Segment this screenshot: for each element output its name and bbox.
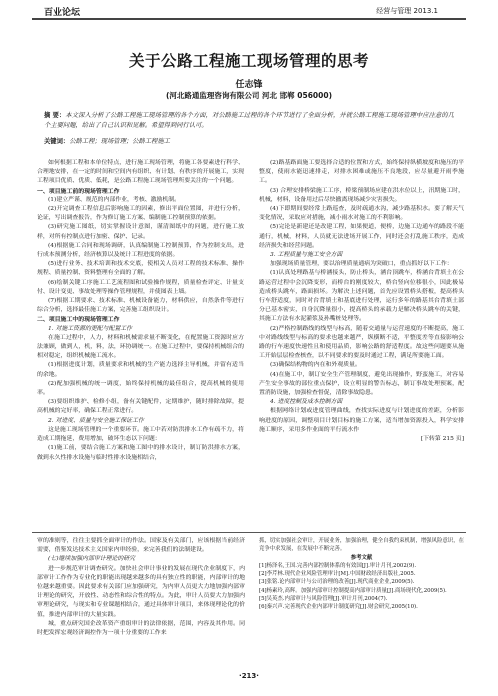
paragraph: (3)研究施工图纸，切实掌握设计意图，谨清图纸中的问题，进行施工放样，对所有控制点进行加密、保护、记录。: [37, 224, 244, 240]
paragraph: (3)要组织维护、检修小组，备有关键配件，定期维护，随时排除故障，提高机械的完好率，确保工程正常进行。: [37, 399, 244, 415]
section-heading: (七)继续加强内部审计理论的研究: [48, 556, 136, 563]
paragraph: (1)建立严谨、规范的内部作业，考核、激励机制。: [48, 196, 181, 203]
paragraph: (2)路基路面施工要选择合适的位置和方式，始终保持纵横坡度和施压的平整度，使雨水能迅速排走，对排水困难或施压不良地段，应尽量避开雨季施工。: [259, 160, 464, 185]
issue-info: 经营与管理 2013.1: [376, 7, 438, 15]
paragraph: [6]秦兴声.完善现代企业内部审计制度研究[J].财会研究,2005(10).: [259, 604, 418, 611]
prev-article-column-left: [37, 537, 245, 667]
keywords: [44, 136, 454, 145]
paragraph: 抓，切实加强社会审计，开展业务，加强治理，健全自我约束机制，增强风险意识，在竞争中求发展，在发展中不断完善。: [259, 538, 464, 553]
article-title: 关于公路工程施工现场管理的思考: [128, 51, 369, 70]
author-affiliation: (河北路通监理咨询有限公司 河北 邯郸 056000): [166, 91, 332, 100]
paragraph: 如何根据工程和本单位特点，进行施工现场管理，将施工各要素进行科学、合理地安排，在一定的时间和空间内有组织、有计划、有秩序的开展施工，实现工程项目优质、优质、低耗，是公路工程施工现场管理所要关注的一个问题。: [37, 160, 244, 185]
paragraph: (2)开完调查工程信息后影响施工的因素，修出平面位置图，并进行分析，论证，写出调查报告，作为修订施工方案、编制施工控制预算的依据。: [37, 206, 244, 222]
section-heading: 4. 进度控制及成本控制方面: [270, 399, 343, 406]
header-rule: [32, 18, 466, 20]
paragraph: [3]张铭.论内部审计与公司治理的改善[J].现代商业企业,2009(5).: [259, 579, 415, 586]
section-heading: 1. 对施工资源的更配与配置工作: [48, 325, 133, 332]
paragraph: (4)根据施工合同和现场调研，认真编制施工控制预算，作为控制支出，进行成本预测分析，经济核算以及统计工程进度的依据。: [37, 242, 244, 259]
paragraph: [下转第 215 页]: [420, 436, 464, 443]
body-column-left: [37, 159, 244, 531]
references-heading: 参考文献: [350, 554, 373, 561]
paragraph: (4)在施工中，制订安全生产管理制度，避免出现操作，野蛮施工，对容易产生安全事故的部位重点保护，设立明显的警告标志，制订事故处理预案，配置消防设施，加强检查督促，清除事故隐患。: [259, 371, 464, 397]
paragraph: [5]吴英杰.内部审计与风险管理[J].审计月刊,2004(7).: [259, 596, 388, 603]
journal-name: 百业论坛: [44, 8, 81, 18]
section-divider: [32, 532, 466, 533]
paragraph: (5)完论是新建还是改建工程，如果便道，便桥，边施工边通车的路段不能通行，机械，材料，人员就无法进场开展工作，同时还会打乱施工秩序，造成经济损失和经营问题。: [259, 224, 464, 249]
paragraph: 审的准则等，往往主要抓全面审计的作法。国家及有关部门，应该根据当前经济需要，借鉴发达技术主义国家内审经验，来完善我们的法制建设。: [37, 538, 245, 554]
keywords-label: 关键词：: [44, 138, 70, 145]
paragraph: (4)下即期间要经常上路巡查，及时疏通水沟，减少路基积水。要了解天气变化情况，采取应对措施，减小雨水对施工的不利影响。: [259, 206, 464, 222]
paragraph: (6)绘制关键工序施工工艺流程图和试验操作规程，质量检查评定、计量支付、设计变更、事故处理等操作管理规程，并使图表上墙。: [37, 279, 244, 295]
paragraph: (3) 合理安排桥梁施工工序，桥梁预制场应建在洪水位以上，汛期施工时，机械，材料，设备用过后尽快撤离现场减少灾害损失。: [259, 187, 464, 203]
paragraph: (1)认真处理路基与桥涵接头，防止桥头，涵台顶跳车，桥涵台背填土在公路运营过程中会沉降变形，而桥台的刚度较大，桥台竖向位移很小，因此极易造成桥头跳车，路面损坏。为解决上述问题，首先应设置桥头搭板，提高桥头行车舒适度，同时对台背填土和基底进行处理，运行多年的路基其台背填土部分已基本密实，自身沉降量很小，提高桥头的承载力是解决桥头跳车的关键，其施工方法有水泥灌浆及孙嘴桩处理等。: [259, 270, 464, 323]
abstract-text: 本文深入分析了公路工程施工现场管理的各个方面，对公路施工过程的各个环节进行了全面分析，并就公路工程施工现场管理中应注意的几个主要问题，给出了自己认识和见解。希望得到同行认可。: [44, 112, 454, 130]
section-heading: 一、项目施工前的现场管理工作: [37, 187, 120, 195]
section-heading: 二、项目施工中的现场管理工作: [37, 316, 120, 324]
abstract: [44, 111, 454, 131]
paragraph: (7)根据工期要求、技术标准、机械设备能力，材料供应，自然条件等进行综合分析，选择最佳施工方案，完善施工组织设计。: [37, 298, 244, 314]
paragraph: 根据网络计划或进度管理曲线，查找实际进度与计划进度的差距，分析影响进度的原因，调整项目计划目标的施工方案，适当增加资源投入，科学安排施工顺序，采用多作业面的平行流水作: [259, 408, 464, 433]
paragraph: 在施工过程中，人力，材料和机械需求量不断变化，在配置施工资源时应方法兼顾，做到人，机，料，法，环协调统一。在施工过程中，要保持机械组合的相对稳定，组织机械施工流水。: [37, 334, 244, 360]
author-name: 任志锋: [235, 80, 263, 90]
page-number: ·213·: [239, 672, 259, 680]
paragraph: 加强现场质量管理，要以治理质量通病为突破口，重点抓好以下工作：: [270, 261, 453, 268]
keywords-text: 公路工程；现场管理；公路工程施工: [69, 138, 170, 145]
paragraph: [4]杨素玲,高辉。加强内部审计控制提高内部审计质量[J].商场现代化,2009(5).: [259, 587, 447, 594]
paragraph: (5)进行业务、技术培训和技术交底，使相关人员对工程的技术标准、操作规程、质量控制、资料整理有全面的了解。: [37, 261, 244, 277]
paragraph: 这是施工现场管理的一个重要环节。施工中若对防洪排水工作有疏不力，将造成工期拖延，费用增加，破坏生态以下问题：: [37, 426, 244, 443]
paragraph: (1)施工前，要结合施工方案和施工图中的排水设计，制订防洪排水方案，做到永久性排水设施与临时性排水设施相结合，: [37, 445, 244, 461]
paragraph: (3)确保结构物的内在和外观质量。: [270, 362, 361, 369]
paragraph: [2]李芹林.现代企业风险管理审计[M].中国财政经济出版社,2005.: [259, 571, 416, 578]
paragraph: (1)根据进度计划，质量要求和机械的生产能力选择主导机械，并留有适当的余地。: [37, 362, 244, 378]
paragraph: (2)严格控制路线的线型与标高，随着交通量与运营速度的不断提高，施工中对路线线型与标高的要求也越来越严，纵横断不适，平整度差等直接影响公路的行车速度快速性且和使用品质，影响公路的舒适程度。故这些问题要从施工开始层层检查核查，以不同要求的要及时通过工程，满足所要施工面。: [259, 325, 464, 360]
section-heading: 3. 工程质量与施工安全方面: [270, 252, 343, 259]
references-column: [259, 537, 464, 667]
paragraph: 城，重点研究国企改革资产重组审计的法律依据，范围，内容及其作用。同时把发挥宏观经济调控作为一项十分重要的工作来: [37, 620, 245, 637]
abstract-label: 摘 要：: [44, 112, 66, 119]
paragraph: 进一步规范审计调查研究。加快社会审计事业的发展在现代企业制度下，内部审计工作作为专业化的职能出现越来越多的具有独立性的职能，内部审计的地位越来越重要。因此要求有关部门应加强研究，为内审人员更大力地加强内部审计理论的研究，开放性、动态性和综合性的特点。为此，审计人员要大力加强内审理论研究，与现实和专业课题相结合，通过具体审计项目，来体现理论化的价值，推进内部审计的大量实践。: [37, 565, 245, 618]
section-heading: 2. 对进度、质量与安全施工保证工作: [48, 417, 144, 424]
paragraph: [1]杨泽名,王国.完善内部控制体系的有效国[J].审计月刊,2002(9).: [259, 562, 417, 569]
body-column-right: [259, 159, 464, 531]
paragraph: (2)配加强机械的统一调度，始终保持机械的最佳组合，提高机械的使用率。: [37, 380, 244, 397]
